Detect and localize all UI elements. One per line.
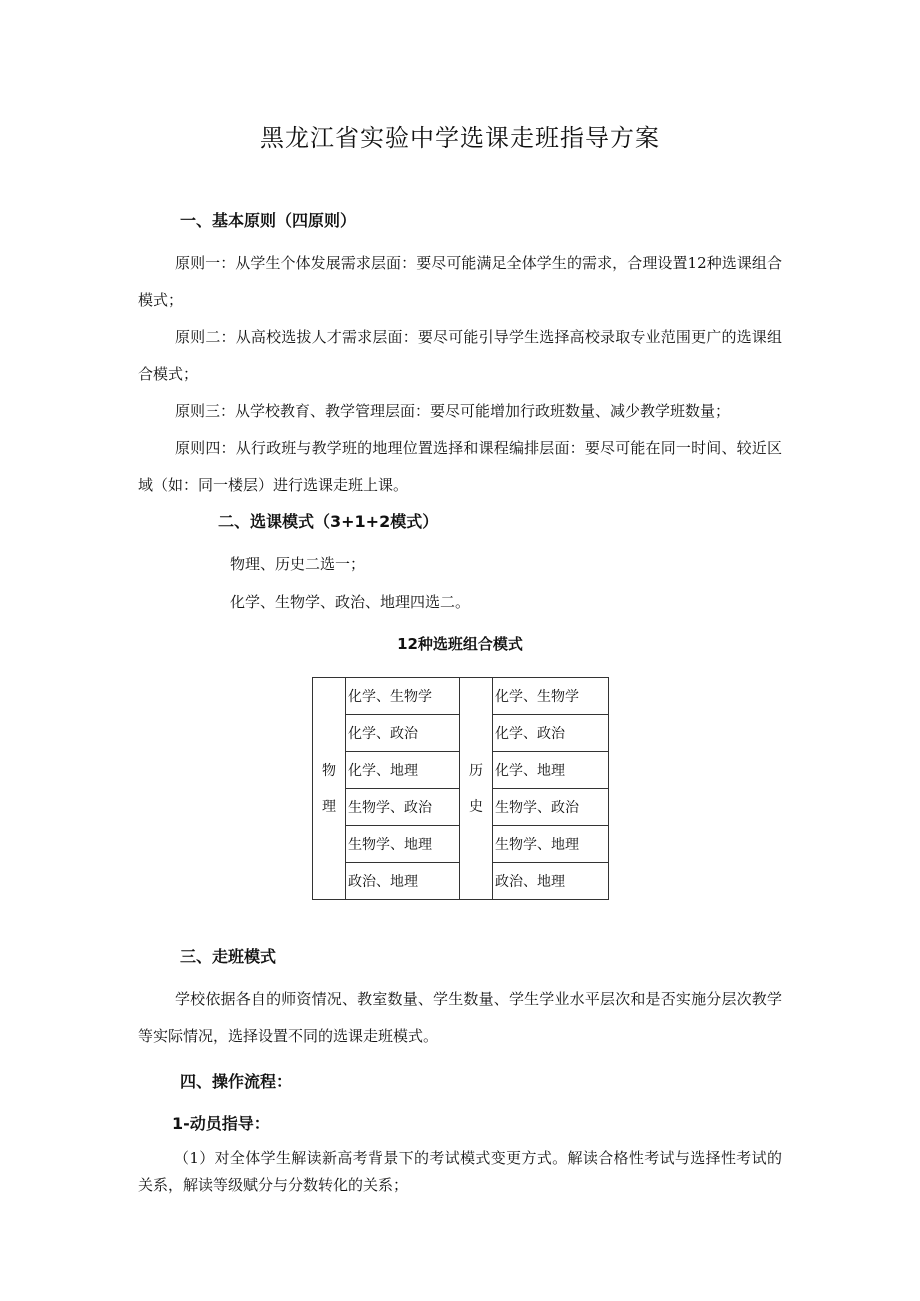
section3-paragraph: 学校依据各自的师资情况、教室数量、学生数量、学生学业水平层次和是否实施分层次教学等实际情况，选择设置不同的选课走班模式。 xyxy=(138,990,782,1045)
selection-line-1: 物理、历史二选一； xyxy=(230,555,366,573)
combo-cell: 化学、政治 xyxy=(493,715,609,752)
section1-heading: 一、基本原则（四原则） xyxy=(180,211,357,230)
section3-heading: 三、走班模式 xyxy=(180,947,277,966)
group-label-char: 史 xyxy=(469,798,483,815)
combination-table xyxy=(312,677,609,900)
combo-cell: 生物学、政治 xyxy=(346,789,460,826)
step-item-1: （1）对全体学生解读新高考背景下的考试模式变更方式。解读合格性考试与选择性考试的关系，解读等级赋分与分数转化的关系； xyxy=(138,1149,782,1194)
selection-line-2: 化学、生物学、政治、地理四选二。 xyxy=(230,593,471,611)
combo-cell: 生物学、政治 xyxy=(493,789,609,826)
combo-cell: 政治、地理 xyxy=(493,863,609,900)
table-row xyxy=(313,678,609,715)
table-caption: 12种选班组合模式 xyxy=(397,635,523,653)
principle-2: 原则二：从高校选拔人才需求层面：要尽可能引导学生选择高校录取专业范围更广的选课组合模式； xyxy=(138,328,782,383)
group-label-history xyxy=(460,678,493,900)
group-label-char: 理 xyxy=(322,798,336,815)
combo-cell: 化学、生物学 xyxy=(346,678,460,715)
combo-cell: 化学、生物学 xyxy=(493,678,609,715)
page-title: 黑龙江省实验中学选课走班指导方案 xyxy=(260,124,660,152)
combo-cell: 化学、政治 xyxy=(346,715,460,752)
combo-cell: 生物学、地理 xyxy=(493,826,609,863)
principle-1: 原则一：从学生个体发展需求层面：要尽可能满足全体学生的需求，合理设置12种选课组合模式； xyxy=(138,254,782,309)
combo-cell: 化学、地理 xyxy=(346,752,460,789)
group-label-physics xyxy=(313,678,346,900)
combo-cell: 生物学、地理 xyxy=(346,826,460,863)
combo-cell: 化学、地理 xyxy=(493,752,609,789)
group-label-char: 历 xyxy=(469,762,483,779)
principle-3: 原则三：从学校教育、教学管理层面：要尽可能增加行政班数量、减少教学班数量； xyxy=(175,402,731,420)
section4-subheading: 1-动员指导： xyxy=(172,1114,270,1133)
combo-cell: 政治、地理 xyxy=(346,863,460,900)
principle-4: 原则四：从行政班与教学班的地理位置选择和课程编排层面：要尽可能在同一时间、较近区域（如：同一楼层）进行选课走班上课。 xyxy=(138,439,782,494)
section4-heading: 四、操作流程： xyxy=(180,1072,293,1091)
group-label-char: 物 xyxy=(322,762,336,779)
section2-heading: 二、选课模式（3+1+2模式） xyxy=(218,512,439,531)
